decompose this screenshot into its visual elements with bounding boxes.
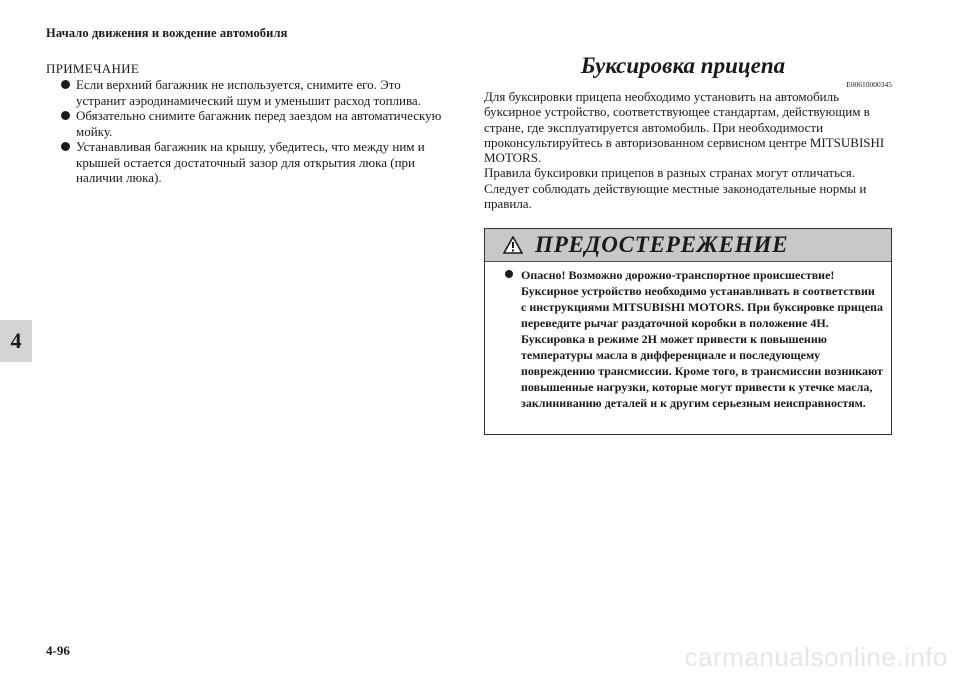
warning-box: [484, 228, 892, 435]
warning-header: [485, 229, 891, 262]
document-code: E00610000345: [846, 80, 892, 89]
warning-item-text: Опасно! Возможно дорожно-транспортное происшествие! Буксирное устройство необходимо устанавливать в соответствии с инструкциями MITSUBISHI MOTORS. При буксировке прицепа переведите рычаг раздаточной коробки в положение 4H. Буксировка в режиме 2H может привести к повышению температуры масла в дифференциале и последующему повреждению трансмиссии. Кроме того, в трансмиссии возникают повышенные нагрузки, которые могут привести к утечке масла, заклиниванию деталей и к другим серьезным неисправностям.: [521, 268, 883, 410]
bullet-icon: [61, 142, 70, 151]
note-item-text: Обязательно снимите багажник перед заездом на автоматическую мойку.: [76, 108, 442, 139]
note-item: [46, 139, 446, 186]
section-paragraph: Правила буксировки прицепов в разных странах могут отличаться. Следует соблюдать действующие местные законодательные нормы и правила.: [484, 165, 867, 212]
warning-item: [501, 267, 883, 411]
page-number: 4-96: [46, 643, 70, 658]
watermark: carmanualsonline.info: [684, 642, 948, 672]
header-title: Начало движения и вождение автомобиля: [46, 26, 288, 40]
note-item-text: Если верхний багажник не используется, снимите его. Это устранит аэродинамический шум и уменьшит расход топлива.: [76, 77, 421, 108]
bullet-icon: [505, 270, 513, 278]
note-list: [46, 77, 446, 186]
note-item: [46, 77, 446, 108]
chapter-tab: 4: [0, 320, 32, 362]
warning-triangle-icon: [503, 236, 523, 254]
bullet-icon: [61, 111, 70, 120]
note-item-text: Устанавливая багажник на крышу, убедитесь, что между ним и крышей остается достаточный зазор для открытия люка (при наличии люка).: [76, 139, 425, 185]
section-title: Буксировка прицепа: [580, 53, 786, 78]
section-paragraph: Для буксировки прицепа необходимо установить на автомобиль буксирное устройство, соответствующее стандартам, действующим в стране, где эксплуатируется автомобиль. При необходимости проконсультируйтесь в авторизованном сервисном центре MITSUBISHI MOTORS.: [484, 89, 885, 166]
warning-body: [485, 262, 891, 411]
warning-title: ПРЕДОСТЕРЕЖЕНИЕ: [535, 232, 789, 257]
note-heading: ПРИМЕЧАНИЕ: [46, 61, 140, 76]
note-section: [46, 61, 446, 186]
note-item: [46, 108, 446, 139]
towing-section: [484, 52, 894, 211]
bullet-icon: [61, 80, 70, 89]
